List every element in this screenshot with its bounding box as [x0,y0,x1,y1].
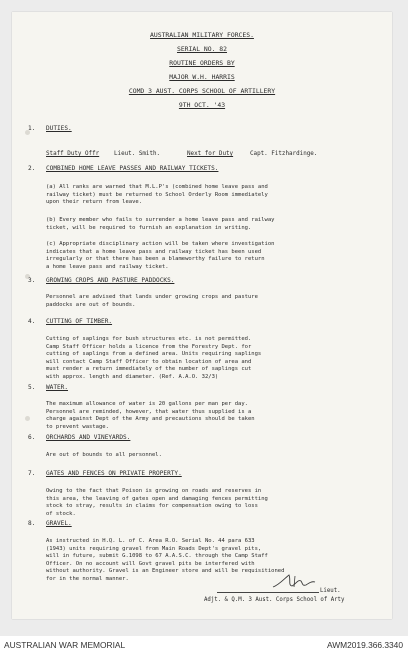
paragraph-line: a home leave pass and railway ticket. [46,263,169,270]
paragraph-line: must render a return immediately of the number of saplings cut [46,366,252,373]
header-issuing-officer: MAJOR W.H. HARRIS [169,73,235,81]
header-unit: COMD 3 AUST. CORPS SCHOOL OF ARTILLERY [128,87,276,95]
paragraph-line: upon their return from leave. [46,199,143,206]
paragraph-line: Owing to the fact that Poison is growing on roads and reserves in [46,488,262,494]
section-heading [28,520,72,527]
section-paragraph [46,241,386,271]
section-title: DUTIES. [46,125,72,132]
paragraph-line: The maximum allowance of water is 20 gallons per man per day. [46,401,248,407]
paragraph-line: Camp Staff Officer holds a licence from the Forestry Dept. for [46,343,252,350]
section-number: 4. [28,318,36,325]
paragraph-line: paddocks are out of bounds. [46,301,136,308]
section-title: ORCHARDS AND VINEYARDS. [46,434,131,441]
paragraph-line: without authority. Gravel is an Engineer store and will be requisitioned [46,568,285,575]
accession-number: AWM2019.366.3340 [326,640,403,650]
section-paragraph [46,401,386,431]
section-number: 1. [28,125,36,132]
paragraph-line: of stock. [46,510,76,517]
section-title: WATER. [46,384,69,391]
section-paragraph [46,488,386,518]
section-heading [28,470,182,477]
section-number: 8. [28,520,36,527]
duty-officer-label: Staff Duty Offr [46,151,100,157]
image-caption-bar [0,638,408,653]
paragraph-line: indicates that a home leave pass and railway ticket has been used [46,248,262,255]
section-heading [28,125,72,132]
section-heading [28,318,112,325]
section-heading [28,165,218,172]
routine-orders-document [12,12,392,619]
next-duty-label: Next for Duty [187,151,234,157]
section-number: 5. [28,384,36,391]
section-heading [28,384,68,391]
header-routine-orders: ROUTINE ORDERS BY [169,59,235,67]
section-paragraph [46,294,386,309]
paragraph-line: Cutting of saplings for bush structures etc. is not permitted. [46,336,252,342]
signatory-rank: Lieut. [320,588,341,594]
paragraph-line: this area, the leaving of gates open and damaging fences permitting [46,495,268,502]
source-credit: AUSTRALIAN WAR MEMORIAL [4,640,126,650]
section-title: CUTTING OF TIMBER. [46,318,113,325]
paragraph-line: cutting of saplings from a defined area. Units requiring saplings [46,351,262,358]
duty-officer-name: Lieut. Smith. [114,151,161,157]
section-number: 2. [28,165,36,172]
paragraph-line: Are out of bounds to all personnel. [46,452,162,458]
section-number: 7. [28,470,36,477]
section-title: GROWING CROPS AND PASTURE PADDOCKS. [46,277,175,284]
paragraph-line: with approx. length and diameter. (Ref. A.A.O. 32/3) [46,373,219,380]
header-serial-number: SERIAL NO. 82 [176,45,228,53]
next-duty-name: Capt. Fitzhardinge. [250,151,318,157]
paragraph-line: (a) All ranks are warned that M.L.P's (combined home leave pass and [46,184,268,190]
header-force-name: AUSTRALIAN MILITARY FORCES. [150,31,254,39]
section-number: 6. [28,434,36,441]
section-number: 3. [28,277,36,284]
paragraph-line: will in future, submit G.1098 to 67 A.A.S.C. through the Camp Staff [46,553,268,560]
paragraph-line: Officer. On no account will Govt gravel pits be interfered with [46,560,255,567]
section-heading [28,277,174,284]
section-paragraph [46,538,386,584]
paragraph-line: stock to stray, results in claims for compensation owing to loss [46,503,258,510]
section-paragraph [46,336,386,382]
paragraph-line: Personnel are advised that lands under growing crops and pasture [46,294,258,300]
paragraph-line: (c) Appropriate disciplinary action will be taken where investigation [46,241,275,247]
header-date: 9TH OCT. '43 [178,101,226,109]
paragraph-line: railway ticket) must be returned to School Orderly Room immediately [46,191,268,198]
signature-line [217,592,319,593]
paragraph-line: As instructed in H.Q. L. of C. Area R.O. Serial No. 44 para 633 [46,538,255,544]
paragraph-line: (b) Every member who fails to surrender a home leave pass and railway [46,217,275,223]
section-title: GATES AND FENCES ON PRIVATE PROPERTY. [46,470,182,477]
paragraph-line: (1943) units requiring gravel from Main Roads Dept's gravel pits, [46,545,262,552]
section-heading [28,434,130,441]
section-paragraph [46,452,386,460]
paragraph-line: Personnel are reminded, however, that water thus supplied is a [46,408,252,415]
paragraph-line: for in the normal manner. [46,575,129,582]
paragraph-line: charge against Dept of the Army and precautions should be taken [46,416,255,423]
paragraph-line: will contact Camp Staff Officer to obtain location of area and [46,358,252,365]
section-title: GRAVEL. [46,520,72,527]
document-sheet [12,12,392,619]
section-paragraph [46,184,386,207]
paragraph-line: ticket, will be required to furnish an explanation in writing. [46,224,252,231]
signatory-title: Adjt. & Q.M. 3 Aust. Corps School of Arty [204,597,345,603]
paragraph-line: irregularly or that there has been a blameworthy failure to return [46,256,265,263]
section-title: COMBINED HOME LEAVE PASSES AND RAILWAY TICKETS. [46,165,219,172]
paragraph-line: to prevent wastage. [46,423,109,430]
section-paragraph [46,217,386,232]
handwritten-signature [271,572,317,590]
